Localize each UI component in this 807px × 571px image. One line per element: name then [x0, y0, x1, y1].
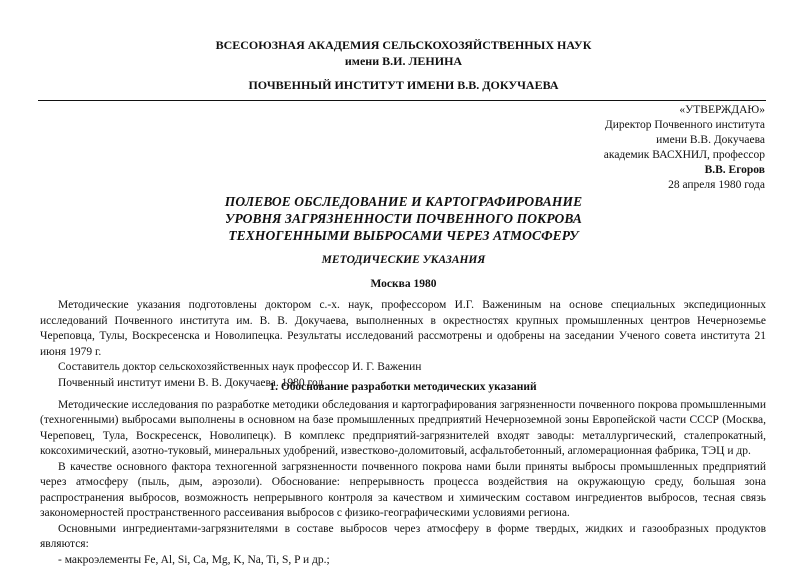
approval-rank: академик ВАСХНИЛ, профессор — [603, 149, 765, 161]
copyright-line: Почвенный институт имени В. В. Докучаева. 1980 год — [58, 376, 324, 389]
section-1 — [40, 378, 766, 568]
approval-stamp: «УТВЕРЖДАЮ» — [679, 104, 765, 116]
approval-block — [604, 103, 765, 193]
section-1-paragraph-2: В качестве основного фактора техногенной загрязненности почвенного покрова нами были приняты выбросы промышленных предприятий через атмосферу (пыль, дым, аэрозоли). Обоснование: непрерывность процесса воздействия на окружающую среду, большая зона распространения выбросов, возможность непрерывного контроля за качеством и химическим составом ингредиентов выбросов, тесная связь закономерностей пространственного рассеивания выбросов с физико-географическими условиями региона. — [40, 460, 766, 519]
intro-paragraph: Методические указания подготовлены доктором с.-х. наук, профессором И.Г. Важениным на основе специальных экспедиционных исследований Почвенного института им. В. В. Докучаева, выполненных в окрестностях крупных промышленных центров Нечерноземье Череповца, Тулы, Воскресенска и Новолипецка. Результаты исследований рассмотрены и одобрены на заседании Ученого совета института 21 июня 1979 г. — [40, 299, 766, 358]
compiler-line: Составитель доктор сельскохозяйственных наук профессор И. Г. Важенин — [58, 361, 422, 373]
approval-signer: В.В. Егоров — [704, 164, 765, 176]
place-year: Москва 1980 — [370, 278, 437, 290]
section-1-paragraph-1: Методические исследования по разработке методики обследования и картографирования загрязненности почвенного покрова промышленными (техногенными) выбросами выполнены в основном на базе промышленных предприятий Нечерноземной зоны Европейской части СССР (Москва, Череповец, Тула, Воскресенск, Новолипецк). В комплекс предприятий-загрязнителей входят заводы: металлургический, сталепрокатный, коксохимический, азотно-туковый, минеральных удобрений, известково-доломитовый, асфальтобетонный, агломерационная фабрика, ТЭЦ и др. — [40, 398, 766, 457]
section-1-paragraph-3: Основными ингредиентами-загрязнителями в составе выбросов через атмосферу в форме твердых, жидких и газообразных продуктов являются: — [40, 522, 766, 550]
header-divider — [38, 100, 766, 101]
doc-title-line-2: УРОВНЯ ЗАГРЯЗНЕННОСТИ ПОЧВЕННОГО ПОКРОВА — [224, 211, 583, 226]
approval-position: Директор Почвенного института — [604, 119, 765, 131]
approval-date: 28 апреля 1980 года — [668, 179, 765, 191]
list-item-macroelements: - макроэлементы Fe, Al, Si, Ca, Mg, K, Na, Ti, S, P и др.; — [58, 553, 330, 566]
academy-name: ВСЕСОЮЗНАЯ АКАДЕМИЯ СЕЛЬСКОХОЗЯЙСТВЕННЫХ НАУК — [215, 38, 592, 52]
approval-institute: имени В.В. Докучаева — [656, 134, 765, 146]
doc-title-line-3: ТЕХНОГЕННЫМИ ВЫБРОСАМИ ЧЕРЕЗ АТМОСФЕРУ — [228, 228, 579, 243]
doc-title-line-1: ПОЛЕВОЕ ОБСЛЕДОВАНИЕ И КАРТОГРАФИРОВАНИЕ — [224, 194, 583, 209]
academy-subtitle: имени В.И. ЛЕНИНА — [344, 54, 463, 68]
doc-subtitle: МЕТОДИЧЕСКИЕ УКАЗАНИЯ — [321, 254, 486, 266]
institute-name: ПОЧВЕННЫЙ ИНСТИТУТ ИМЕНИ В.В. ДОКУЧАЕВА — [248, 78, 559, 92]
section-1-heading: 1. Обоснование разработки методических указаний — [269, 381, 537, 393]
